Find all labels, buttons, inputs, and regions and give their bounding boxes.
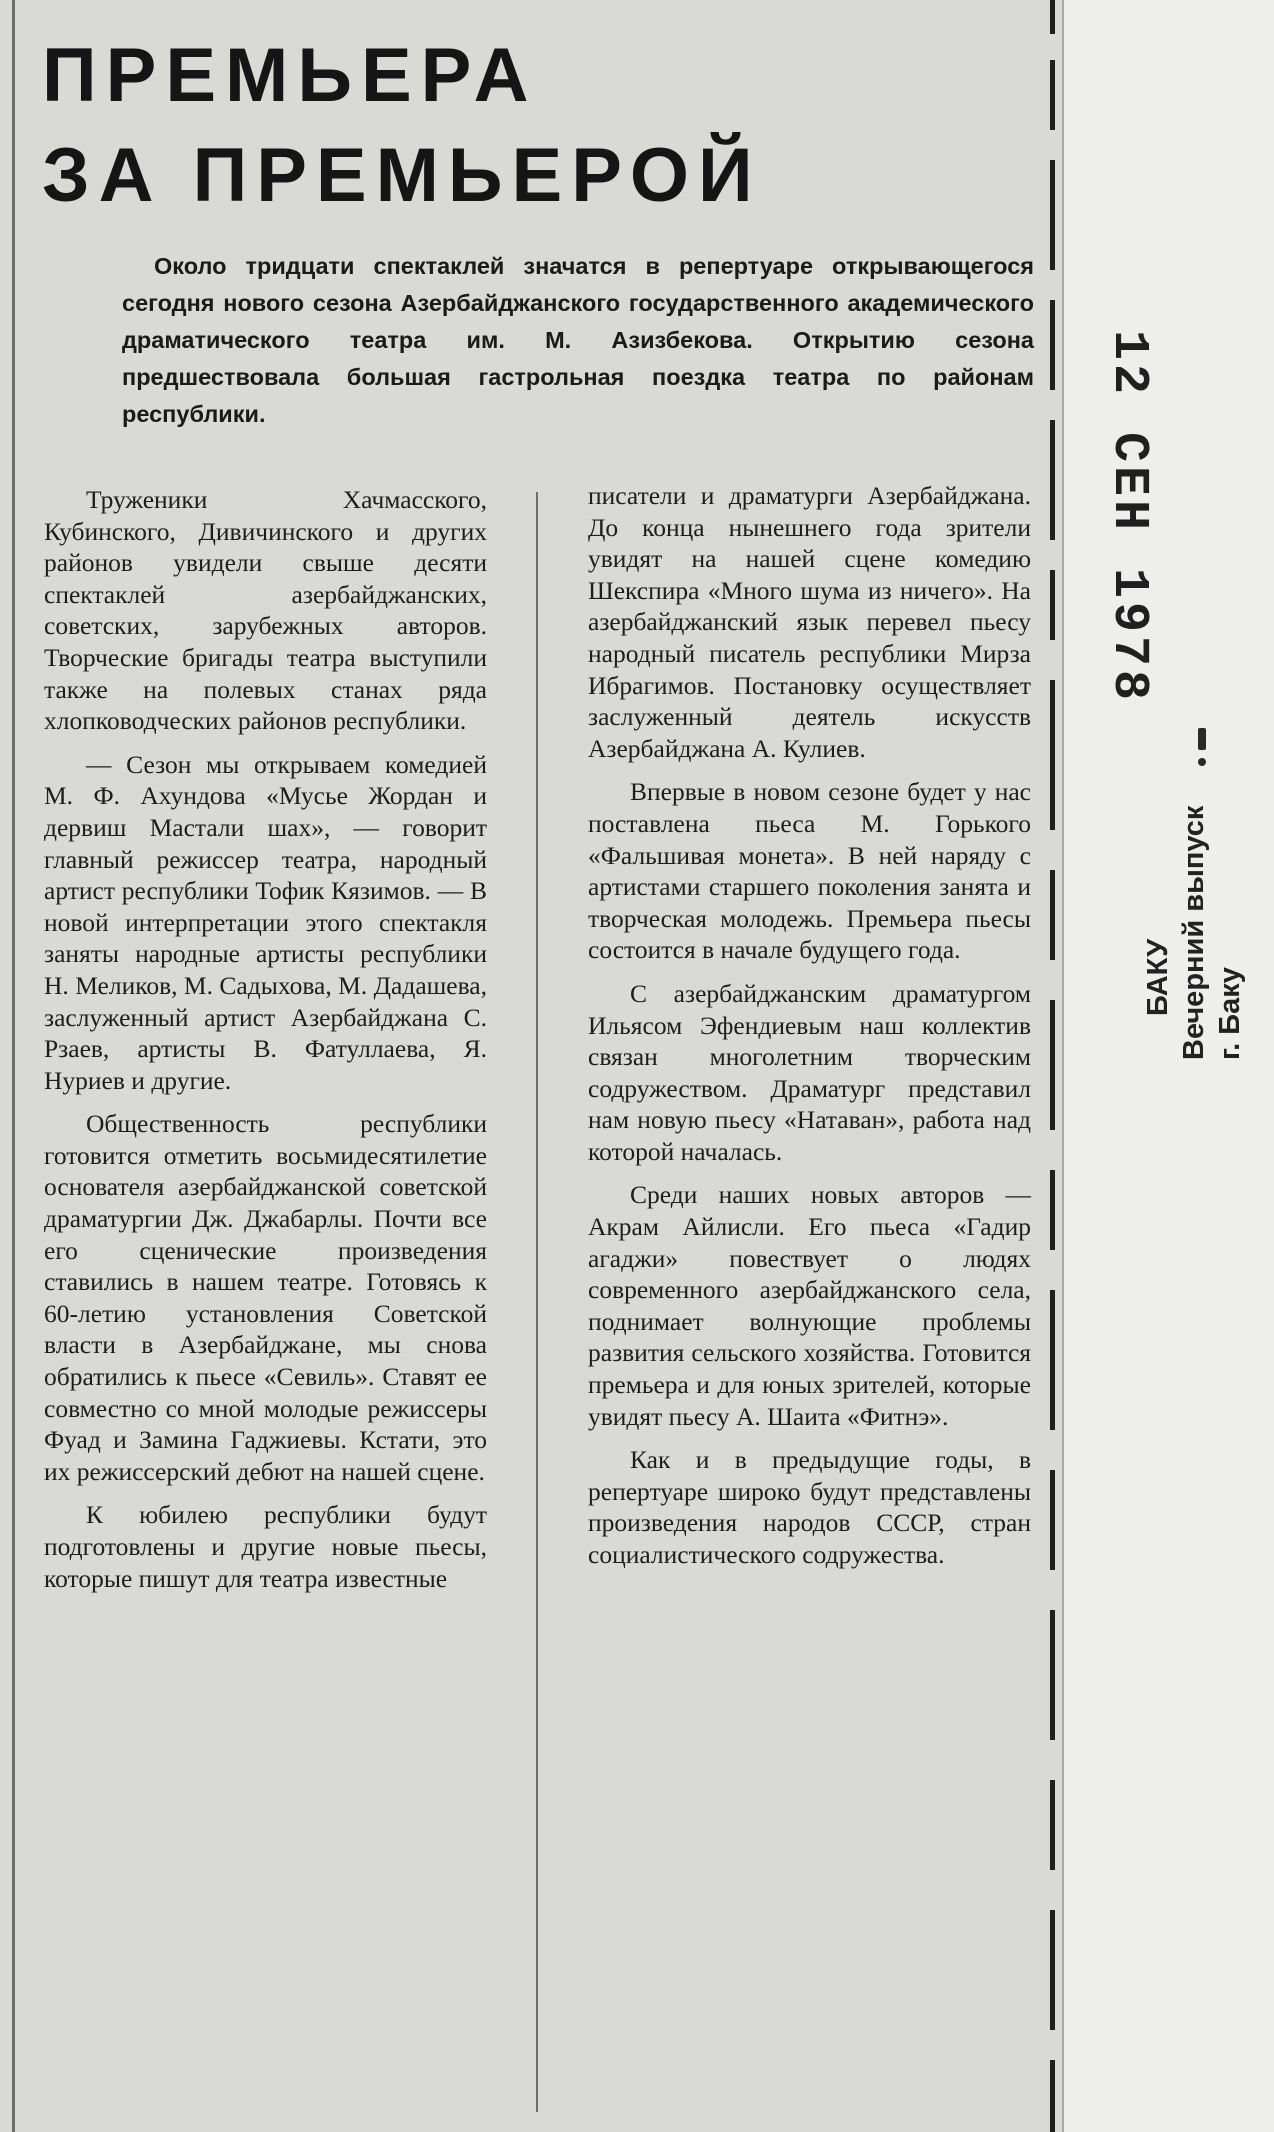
stamp-newspaper: Вечерний выпуск [1178, 805, 1210, 1060]
clipping-left-edge [12, 0, 15, 2132]
source-stamp [1140, 806, 1248, 1060]
paragraph: писатели и драматурги Азербайджана. До конца нынешнего года зрители увидят на нашей сцене комедию Шекспира «Много шума из ничего». На азербайджанский язык перевел пьесу народный писатель республики Мирза Ибрагимов. Постановку осуществляет заслуженный деятель искусств Азербайджана А. Кулиев. [588, 481, 1031, 763]
left-column [44, 484, 487, 1606]
paragraph: С азербайджанским драматургом Ильясом Эфендиевым наш коллектив связан многолетним творческим содружеством. Драматург представил нам новую пьесу «Натаван», работа над которой началась. [588, 978, 1031, 1166]
article-headline [42, 26, 762, 226]
paragraph: — Сезон мы открываем комедией М. Ф. Ахундова «Мусье Жордан и дервиш Мастали шах», — говорит главный режиссер театра, народный артист республики Тофик Кязимов. — В новой интерпретации этого спектакля заняты народные артисты республики Н. Меликов, М. Садыхова, М. Дадашева, заслуженный артист Азербайджана С. Рзаев, артисты В. Фатуллаева, Я. Нуриев и другие. [44, 749, 487, 1095]
headline-line-1: ПРЕМЬЕРА [42, 33, 538, 118]
article-lead: Около тридцати спектаклей значатся в репертуаре открывающегося сегодня нового сезона Азербайджанского государственного академического драматического театра им. М. Азизбекова. Открытию сезона предшествовала большая гастрольная поездка театра по районам республики. [122, 253, 1034, 427]
headline-line-2: ЗА ПРЕМЬЕРОЙ [42, 133, 762, 218]
paragraph: Труженики Хачмасского, Кубинского, Дивичинского и других районов увидели свыше десяти спектаклей азербайджанских, советских, зарубежных авторов. Творческие бригады театра выступили также на полевых станах ряда хлопководческих районов республики. [44, 485, 487, 736]
paragraph: Общественность республики готовится отметить восьмидесятилетие основателя азербайджанской советской драматургии Дж. Джабарлы. Почти все его сценические произведения ставились в нашем театре. Готовясь к 60-летию установления Советской власти в Азербайджане, мы снова обратились к пьесе «Севиль». Ставят ее совместно со мной молодые режиссеры Фуад и Замина Гаджиевы. Кстати, это их режиссерский дебют на нашей сцене. [44, 1109, 487, 1486]
right-column [588, 480, 1031, 1583]
paragraph: Впервые в новом сезоне будет у нас поставлена пьеса М. Горького «Фальшивая монета». В ней наряду с артистами старшего поколения занята и творческая молодежь. Премьера пьесы состоится в начале будущего года. [588, 777, 1031, 965]
column-divider [536, 492, 538, 2112]
paragraph: Как и в предыдущие годы, в репертуаре широко будут представлены произведения народов СССР, стран социалистического содружества. [588, 1445, 1031, 1569]
stamp-mark [1198, 728, 1206, 750]
cut-line [1050, 0, 1056, 2132]
stamp-city: БАКУ [1142, 938, 1174, 1016]
stamp-place: г. Баку [1214, 967, 1246, 1060]
date-stamp: 12 СЕН 1978 [1100, 330, 1157, 705]
paragraph: К юбилею республики будут подготовлены и другие новые пьесы, которые пишут для театра известные [44, 1500, 487, 1593]
paragraph: Среди наших новых авторов — Акрам Айлисли. Его пьеса «Гадир агаджи» повествует о людях современного азербайджанского села, поднимает волнующие проблемы развития сельского хозяйства. Готовится премьера и для юных зрителей, которые увидят пьесу А. Шаита «Фитнэ». [588, 1180, 1031, 1431]
